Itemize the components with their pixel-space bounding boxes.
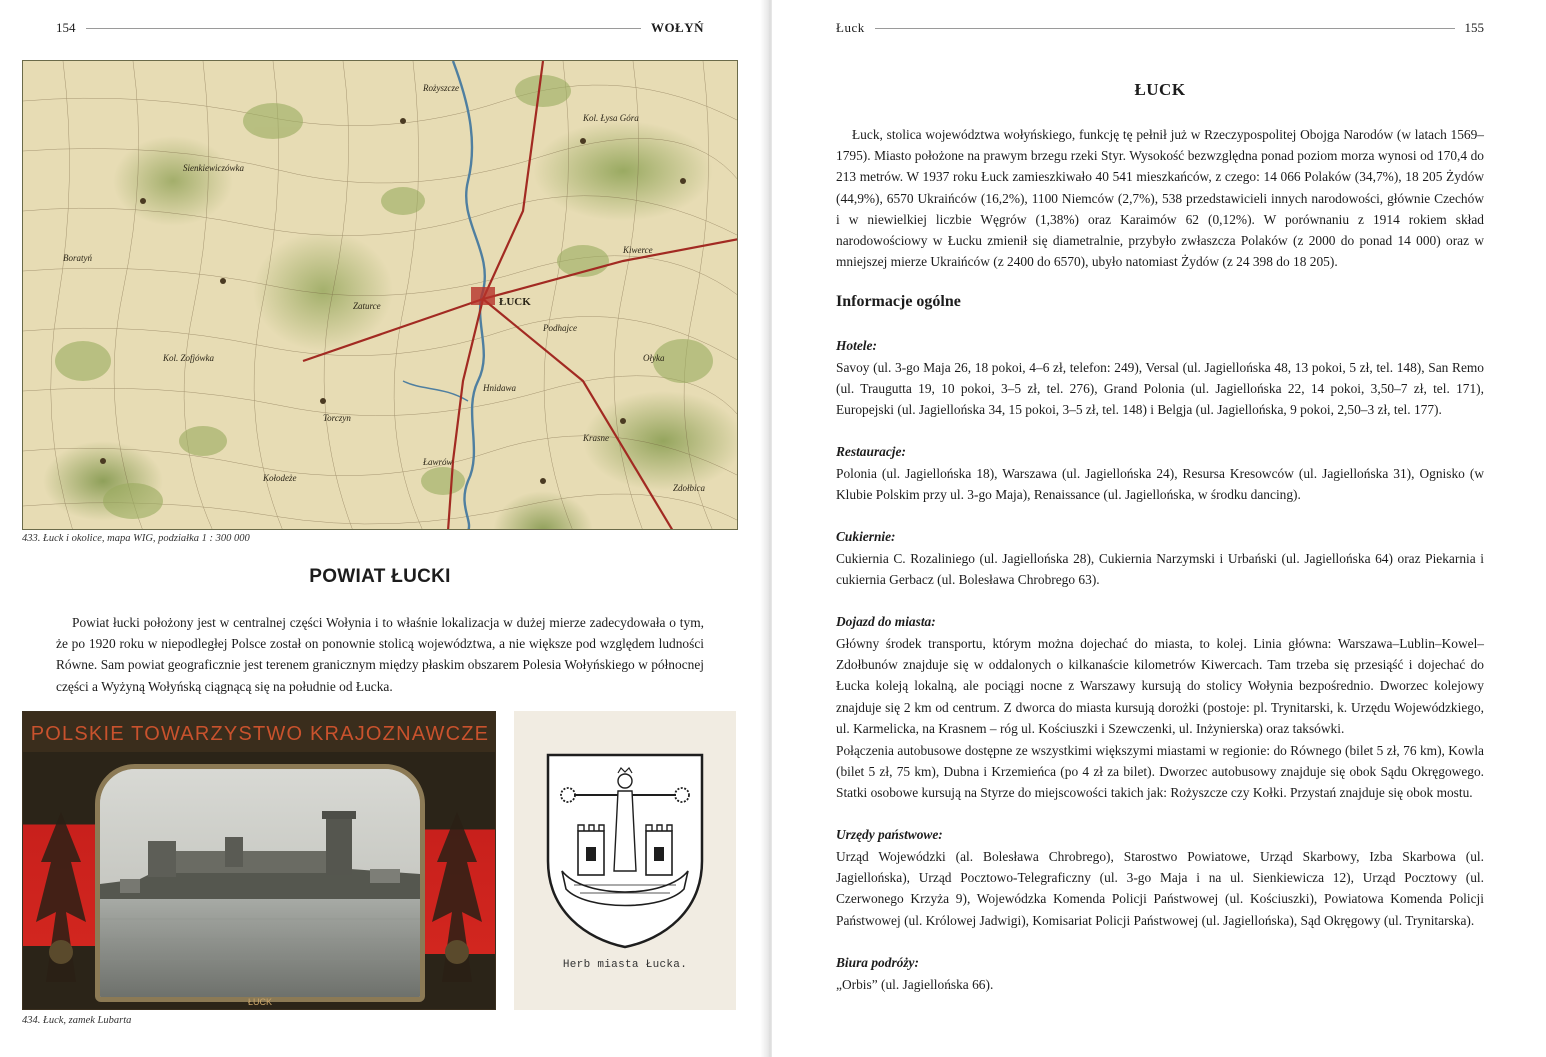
map-label: Torczyn [323,413,351,423]
offices-text: Urząd Wojewódzki (al. Bolesława Chrobrego), Starostwo Powiatowe, Urząd Skarbowy, Izba Skarbowa (ul. Jagiellońska), Urząd Pocztowo-Telegraficzny (ul. 3-go Maja i na ul. Sienkiewicza 12), Urząd Pocztowy (ul. Czerwonego Krzyża 9), Wojewódzka Komenda Policji Państwowej (ul. Kościuszki), Powiatowa Komenda Policji Państwowej (ul. Królowej Jadwigi), Komisariat Policji Państwowej (ul. Jagiellońska), Sąd Okręgowy (ul. Trynitarska). [836,849,1484,928]
coat-of-arms-image [514,711,736,1010]
left-page [0,0,766,1057]
postcard-footer: ŁUCK [247,997,272,1007]
eagle-ornament-right [427,802,487,1002]
map-label: Sienkiewiczówka [183,163,244,173]
chapter-title: ŁUCK [1134,80,1186,99]
offices-label: Urzędy państwowe: [836,827,943,842]
bus-text: Połączenia autobusowe dostępne ze wszystkimi większymi miastami w regionie: do Równego (bilet 5 zł, 76 km), Kowla (bilet 5 zł, 75 km), Dubna i Krzemieńca (po 4 zł za bilet). Dworzec autobusowy znajduje się obok Sądu Okręgowego. Statki osobowe kursują na Styrze do miejscowości takich jak: Rożyszcze czy Kołki. Przystań znajduje się obok mostu. [836,743,1484,801]
cafes-label: Cukiernie: [836,529,896,544]
travel-text: „Orbis” (ul. Jagiellońska 66). [836,977,994,992]
map-label: Ławrów [423,457,453,467]
postcard-image [22,711,496,1010]
castle-scene [100,769,420,997]
restaurants-text: Polonia (ul. Jagiellońska 18), Warszawa (ul. Jagiellońska 24), Resursa Kresowców (ul. Jagiellońska 31), Ognisko (w Klubie Polskim przy ul. 3-go Maja), Renaissance (ul. Jagiellońska, w środku dancing). [836,466,1484,503]
intro-paragraph: Łuck, stolica województwa wołyńskiego, funkcję tę pełnił już w Rzeczypospolitej Obojga Narodów (w latach 1569–1795). Miasto położone na prawym brzegu rzeki Styr. Wysokość bezwzględna ponad poziom morza wynosi od 170,4 do 213 metrów. W 1937 roku Łuck zamieszkiwało 40 541 mieszkańców, z czego: 14 066 Polaków (34,7%), 18 205 Żydów (44,9%), 6570 Ukraińców (16,2%), 1100 Niemców (2,7%), 538 przedstawicieli innych narodowości, głównie Czechów i w niewielkiej liczbie Węgrów (1,38%) oraz Karaimów 62 (0,12%). W porównaniu z 1914 rokiem skład narodowościowy w Łucku zmienił się diametralnie, przybyło zwłaszcza Polaków (z 2000 do ponad 14 000) oraz w mniejszej mierze Ukraińców (z 2400 do 6570), ubyło natomiast Żydów (z 24 398 do 18 205). [836,127,1484,270]
header-rule [875,28,1455,29]
running-title: Łuck [836,20,865,35]
header-rule [86,28,641,29]
castle-photo [95,764,425,1002]
map-label: Ołyka [643,353,665,363]
map-label: ŁUCK [499,296,531,308]
page-number: 155 [1464,20,1484,35]
topographic-map [23,61,738,530]
map-label: Krasne [583,433,610,443]
page-number: 154 [56,20,76,35]
coat-of-arms-shield [544,751,706,951]
map-label: Hnidawa [483,383,517,393]
map-label: Rożyszcze [423,83,459,93]
postcard-header: POLSKIE TOWARZYSTWO KRAJOZNAWCZE [23,712,496,752]
map-figure [22,60,738,530]
map-caption: 433. Łuck i okolice, mapa WIG, podziałka 1 : 300 000 [22,533,250,544]
coat-of-arms-caption: Herb miasta Łucka. [562,959,688,971]
map-label: Boratyń [63,253,92,263]
hotels-label: Hotele: [836,338,877,353]
transport-label: Dojazd do miasta: [836,614,936,629]
hotels-text: Savoy (ul. 3-go Maja 26, 18 pokoi, 4–6 zł, telefon: 249), Versal (ul. Jagiellońska 48, 13 pokoi, 5 zł, tel. 148), San Remo (ul. Traugutta 19, 10 pokoi, 3–5 zł, tel. 276), Grand Polonia (ul. Jagiellońska 22, 14 pokoi, 3,50–7 zł, tel. 171), Europejski (ul. Jagiellońska 34, 15 pokoi, 3–5 zł, tel. 148) i Belgja (ul. Jagiellońska, 9 pokoi, 2,50–3 zł, tel. 177). [836,360,1484,418]
travel-label: Biura podróży: [836,955,919,970]
body-paragraph: Powiat łucki położony jest w centralnej części Wołynia i to właśnie lokalizacja w dużej mierze zadecydowała o tym, że po 1920 roku w niepodległej Polsce został on ponownie stolicą województwa, a nie większe pod względem ludności Równe. Sam powiat geograficznie jest terenem granicznym między płaskim obszarem Polesia Wołyńskiego w północnej części a Wyżyną Wołyńską ciągnącą się na południe od Łucka. [56,615,704,694]
map-label: Podhajce [543,323,577,333]
map-label: Zaturce [353,301,381,311]
eagle-ornament-left [31,802,91,1002]
running-head-right [836,20,1484,36]
transport-text: Główny środek transportu, którym można dojechać do miasta, to kolej. Linia główna: Warszawa–Lublin–Kowel–Zdołbunów znajduje się w oddalonych o kilkanaście kilometrów Kiwercach. Tam trzeba się przesiąść i dojechać do Łucka koleją lokalną, ale pociągi nocne z Warszawy kursują do stolicy Wołynia bezpośrednio. Dworzec kolejowy znajduje się 2 km od centrum. Z dworca do miasta kursują dorożki (postoje: pl. Trynitarski, k. Urzędu Wojewódzkiego, ul. Karmelicka, na Krasnem – róg ul. Kościuszki i Szewczenki, ul. Inżynierska) oraz taksówki. [836,636,1484,736]
postcard-caption: 434. Łuck, zamek Lubarta [22,1015,132,1026]
restaurants-label: Restauracje: [836,444,906,459]
map-label: Kol. Zofjówka [163,353,215,363]
map-label: Kiwerce [623,245,653,255]
cafes-text: Cukiernia C. Rozaliniego (ul. Jagiellońska 28), Cukiernia Narzymski i Urbański (ul. Jagiellońska 64) oraz Piekarnia i cukiernia Gerbacz (ul. Bolesława Chrobrego 63). [836,551,1484,588]
section-title: POWIAT ŁUCKI [309,566,451,587]
map-label: Kol. Łysa Góra [583,113,639,123]
right-page [772,0,1546,1057]
city-marker [471,287,495,305]
map-label: Zdołbica [673,483,706,493]
running-head-left [56,20,704,36]
map-label: Kołodeże [263,473,297,483]
running-title: WOŁYŃ [650,20,704,35]
section-subtitle: Informacje ogólne [836,293,961,310]
